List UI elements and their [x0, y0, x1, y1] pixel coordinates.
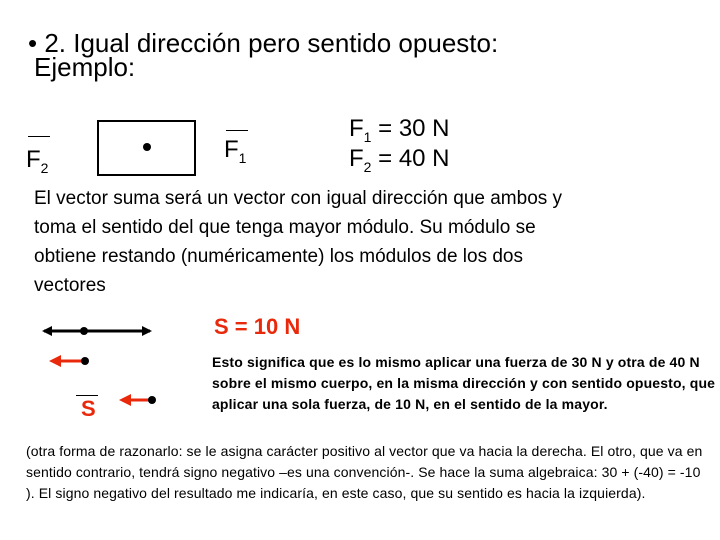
algebraic-sum-paragraph: (otra forma de razonarlo: se le asigna carácter positivo al vector que va hacia la derecha. El otro, que va en sentido contrario, tendrá signo negativo –es una convención-. Se hace la suma algebraica: 30 + (-40) = -10 ). El signo negativo del resultado me indicaría, en este caso, que su sentido es hacia la izquierda). [26, 443, 703, 501]
opposing-vectors-line [44, 327, 150, 335]
f2-label: $F_2$ [26, 146, 49, 176]
s-vector-arrow [122, 396, 156, 404]
s-vector-label: S [81, 396, 96, 421]
example-label: Ejemplo: [34, 52, 136, 82]
f1-overbar [226, 130, 248, 131]
s-overbar [76, 395, 98, 396]
sum-result: S = 10 N [214, 314, 301, 339]
explanation-paragraph: El vector suma será un vector con igual dirección que ambos y toma el sentido del que tenga mayor módulo. Su módulo se obtiene restando (numéricamente) los módulos de los dos vectores [34, 188, 563, 296]
f1-label: $F_1$ [224, 136, 247, 166]
conclusion-text: Esto significa que es lo mismo aplicar una fuerza de 30 N y otra de 40 N sobre el mismo cuerpo, en la misma dirección y con sentido opuesto, que aplicar una sola fuerza, de 10 N, en el sentido de la mayor. [212, 354, 716, 412]
force-f1-value: $F_1 = 30$ N [349, 115, 450, 145]
f2-overbar [28, 136, 50, 137]
slide-title: • 2. Igual dirección pero sentido opuesto: [28, 28, 499, 58]
force-f2-value: $F_2 = 40$ N [349, 145, 450, 175]
resultant-vector-arrow [52, 357, 89, 365]
application-point [143, 143, 151, 151]
